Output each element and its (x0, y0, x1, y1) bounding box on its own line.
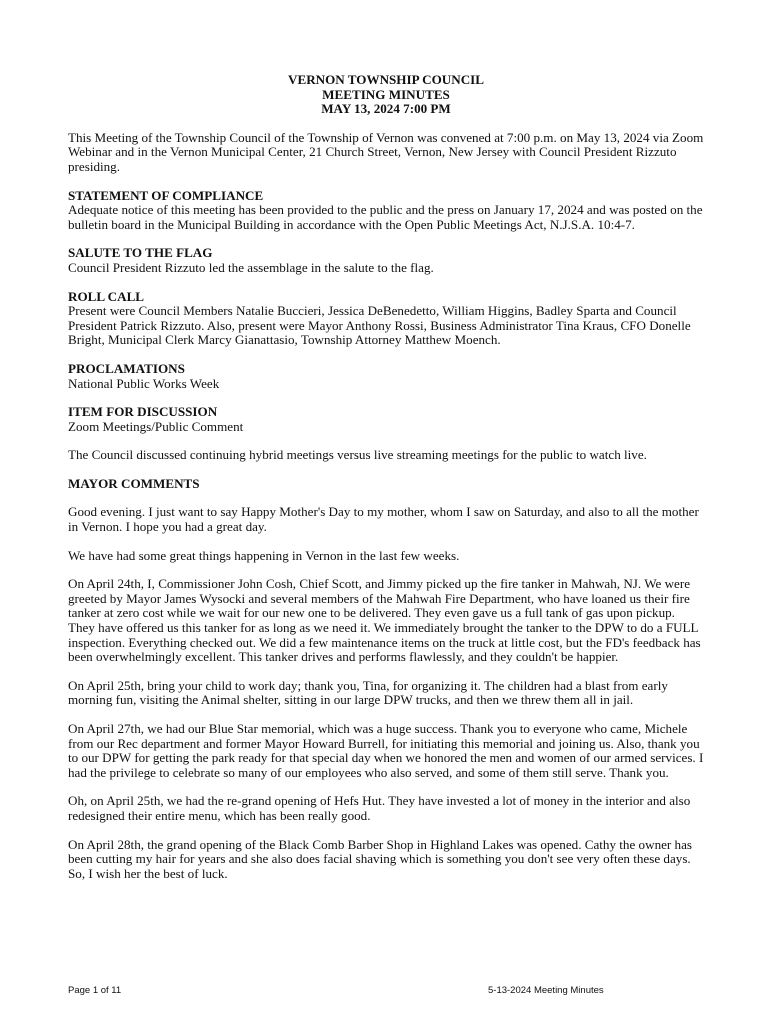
roll-call-heading: ROLL CALL (68, 288, 145, 304)
discussion-detail: The Council discussed continuing hybrid meetings versus live streaming meetings for the public to watch live. (68, 447, 647, 463)
mayor-paragraph: We have had some great things happening in Vernon in the last few weeks. (68, 547, 460, 563)
title-line-3: MAY 13, 2024 7:00 PM (321, 101, 451, 117)
title-line-1: VERNON TOWNSHIP COUNCIL (288, 72, 484, 87)
mayor-paragraph: Good evening. I just want to say Happy Mother's Day to my mother, whom I saw on Saturday, and also to all the mother in Vernon. I hope you had a great day. (68, 504, 699, 535)
proclamations-heading: PROCLAMATIONS (68, 360, 185, 376)
proclamations-text: National Public Works Week (68, 375, 220, 391)
compliance-text: Adequate notice of this meeting has been provided to the public and the press on January 17, 2024 and was posted on the bulletin board in the Municipal Building in accordance with the Open Public Meetings Act, N.J.S.A. 10:4-7. (68, 202, 703, 232)
footer-label: 5-13-2024 Meeting Minutes (488, 985, 604, 996)
mayor-comments-heading: MAYOR COMMENTS (68, 475, 200, 491)
roll-call-text: Present were Council Members Natalie Buccieri, Jessica DeBenedetto, William Higgins, Badley Sparta and Council President Patrick Rizzuto. Also, present were Mayor Anthony Rossi, Business Administrator Tina Kraus, CFO Donelle Bright, Municipal Clerk Marcy Gianattasio, Township Attorney Matthew Moench. (68, 303, 691, 348)
discussion-heading: ITEM FOR DISCUSSION (68, 404, 218, 420)
document-body (68, 73, 704, 881)
mayor-paragraph: On April 28th, the grand opening of the Black Comb Barber Shop in Highland Lakes was opened. Cathy the owner has been cutting my hair for years and she also does facial shaving which is something you don't see very often these days. So, I wish her the best of luck. (68, 836, 693, 881)
mayor-paragraph: On April 27th, we had our Blue Star memorial, which was a huge success. Thank you to everyone who came, Michele from our Rec department and former Mayor Howard Burrell, for initiating this memorial and joining us. Also, thank you to our DPW for getting the park ready for that special day when we honored the men and women of our armed services. I had the privilege to celebrate so many of our employees who also served, and some of them still serve. Thank you. (68, 721, 704, 780)
flag-text: Council President Rizzuto led the assemblage in the salute to the flag. (68, 259, 434, 275)
discussion-text: Zoom Meetings/Public Comment (68, 418, 244, 434)
title-line-2: MEETING MINUTES (322, 86, 450, 102)
compliance-heading: STATEMENT OF COMPLIANCE (68, 187, 264, 203)
document-title (68, 73, 704, 117)
mayor-paragraph: On April 24th, I, Commissioner John Cosh, Chief Scott, and Jimmy picked up the fire tanker in Mahwah, NJ. We were greeted by Mayor James Wysocki and several members of the Mahwah Fire Department, who have loaned us their fire tanker at zero cost while we wait for our new one to be delivered. They even gave us a full tank of gas upon pickup. They have offered us this tanker for as long as we need it. We immediately brought the tanker to the DPW to do a FULL inspection. Everything checked out. We did a few maintenance items on the truck at little cost, but the FD's feedback has been overwhelmingly excellent. This tanker drives and performs flawlessly, and they couldn't be happier. (68, 576, 701, 665)
flag-heading: SALUTE TO THE FLAG (68, 245, 213, 261)
mayor-paragraph: Oh, on April 25th, we had the re-grand opening of Hefs Hut. They have invested a lot of money in the interior and also redesigned their entire menu, which has been really good. (68, 793, 691, 823)
mayor-paragraph: On April 25th, bring your child to work day; thank you, Tina, for organizing it. The children had a blast from early morning fun, visiting the Animal shelter, sitting in our large DPW trucks, and then we threw them all in jail. (68, 677, 668, 708)
page-number: Page 1 of 11 (68, 985, 122, 996)
intro-paragraph: This Meeting of the Township Council of the Township of Vernon was convened at 7:00 p.m. on May 13, 2024 via Zoom Webinar and in the Vernon Municipal Center, 21 Church Street, Vernon, New Jersey with Council President Rizzuto presiding. (68, 129, 704, 174)
